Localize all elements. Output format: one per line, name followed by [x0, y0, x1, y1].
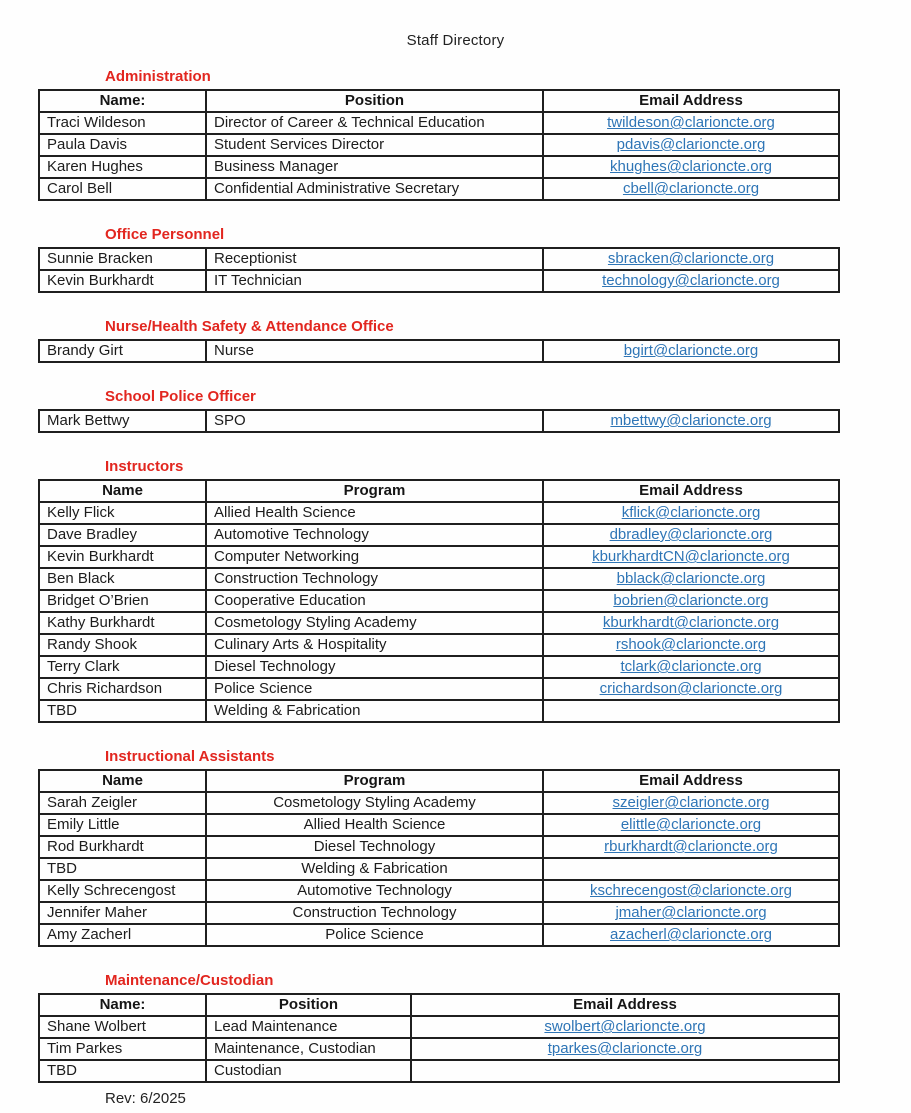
name-cell: TBD: [39, 700, 206, 722]
email-link[interactable]: kburkhardtCN@clarioncte.org: [592, 548, 790, 565]
table-row: [39, 924, 839, 946]
instructors-table: [38, 479, 840, 723]
email-link[interactable]: mbettwy@clarioncte.org: [610, 412, 772, 429]
section-office-personnel: [38, 227, 911, 293]
email-link[interactable]: tclark@clarioncte.org: [620, 658, 762, 675]
table-row: [39, 656, 839, 678]
position-cell: Allied Health Science: [206, 502, 543, 524]
section-nurse-health-safety: [38, 319, 911, 363]
email-link[interactable]: jmaher@clarioncte.org: [615, 904, 767, 921]
name-cell: Amy Zacherl: [39, 924, 206, 946]
table-row: [39, 1016, 839, 1038]
email-link[interactable]: swolbert@clarioncte.org: [544, 1018, 706, 1035]
name-cell: Kelly Schrecengost: [39, 880, 206, 902]
name-cell: Kevin Burkhardt: [39, 270, 206, 292]
position-cell: Maintenance, Custodian: [206, 1038, 411, 1060]
position-cell: Confidential Administrative Secretary: [206, 178, 543, 200]
table-row: [39, 248, 839, 270]
section-heading: Instructors: [105, 458, 184, 475]
maintenance-custodian-table: [38, 993, 840, 1083]
position-cell: Receptionist: [206, 248, 543, 270]
email-cell: [543, 612, 839, 634]
table-row: [39, 634, 839, 656]
email-cell: [543, 880, 839, 902]
table-row: [39, 858, 839, 880]
position-cell: Welding & Fabrication: [206, 858, 543, 880]
page-title: Staff Directory: [406, 32, 505, 49]
section-heading: Administration: [105, 68, 211, 85]
email-link[interactable]: crichardson@clarioncte.org: [599, 680, 783, 697]
email-link[interactable]: szeigler@clarioncte.org: [612, 794, 770, 811]
email-column-header: Email Address: [543, 90, 839, 112]
name-cell: Dave Bradley: [39, 524, 206, 546]
position-cell: Police Science: [206, 678, 543, 700]
name-cell: Mark Bettwy: [39, 410, 206, 432]
email-cell: [543, 156, 839, 178]
position-cell: Cosmetology Styling Academy: [206, 792, 543, 814]
email-column-header: Email Address: [543, 770, 839, 792]
email-cell: [543, 678, 839, 700]
table-row: [39, 1038, 839, 1060]
table-header-row: [39, 994, 839, 1016]
position-column-header: Program: [206, 770, 543, 792]
name-cell: Sunnie Bracken: [39, 248, 206, 270]
email-cell: [543, 410, 839, 432]
name-column-header: Name: [39, 480, 206, 502]
email-link[interactable]: azacherl@clarioncte.org: [610, 926, 772, 943]
table-row: [39, 590, 839, 612]
email-cell: [543, 858, 839, 880]
email-cell: [543, 524, 839, 546]
position-cell: Computer Networking: [206, 546, 543, 568]
position-cell: Custodian: [206, 1060, 411, 1082]
section-heading: School Police Officer: [105, 388, 256, 405]
section-heading: Office Personnel: [105, 226, 225, 243]
position-cell: Diesel Technology: [206, 836, 543, 858]
table-row: [39, 1060, 839, 1082]
table-header-row: [39, 90, 839, 112]
email-cell: [543, 590, 839, 612]
position-cell: Business Manager: [206, 156, 543, 178]
name-cell: Paula Davis: [39, 134, 206, 156]
email-cell: [411, 1038, 839, 1060]
email-link[interactable]: pdavis@clarioncte.org: [616, 136, 766, 153]
position-cell: Police Science: [206, 924, 543, 946]
table-row: [39, 678, 839, 700]
table-row: [39, 112, 839, 134]
email-cell: [411, 1016, 839, 1038]
position-cell: Construction Technology: [206, 902, 543, 924]
email-cell: [411, 1060, 839, 1082]
name-cell: Kathy Burkhardt: [39, 612, 206, 634]
email-link[interactable]: rshook@clarioncte.org: [615, 636, 767, 653]
name-column-header: Name:: [39, 994, 206, 1016]
email-cell: [543, 112, 839, 134]
email-cell: [543, 178, 839, 200]
email-link[interactable]: rburkhardt@clarioncte.org: [604, 838, 778, 855]
email-link[interactable]: kschrecengost@clarioncte.org: [590, 882, 792, 899]
table-row: [39, 502, 839, 524]
administration-table: [38, 89, 840, 201]
name-column-header: Name: [39, 770, 206, 792]
section-school-police-officer: [38, 389, 911, 433]
table-row: [39, 134, 839, 156]
email-cell: [543, 792, 839, 814]
position-cell: Construction Technology: [206, 568, 543, 590]
position-cell: Automotive Technology: [206, 880, 543, 902]
email-cell: [543, 656, 839, 678]
email-cell: [543, 924, 839, 946]
position-cell: Nurse: [206, 340, 543, 362]
email-link[interactable]: cbell@clarioncte.org: [622, 180, 760, 197]
table-row: [39, 178, 839, 200]
section-instructors: [38, 459, 911, 723]
name-cell: TBD: [39, 1060, 206, 1082]
name-column-header: Name:: [39, 90, 206, 112]
email-cell: [543, 700, 839, 722]
table-row: [39, 410, 839, 432]
email-cell: [543, 634, 839, 656]
position-cell: Culinary Arts & Hospitality: [206, 634, 543, 656]
table-row: [39, 700, 839, 722]
email-cell: [543, 248, 839, 270]
table-row: [39, 792, 839, 814]
nurse-health-safety-table: [38, 339, 840, 363]
position-cell: Cosmetology Styling Academy: [206, 612, 543, 634]
name-cell: Randy Shook: [39, 634, 206, 656]
email-cell: [543, 568, 839, 590]
revision-note: Rev: 6/2025: [105, 1090, 186, 1107]
email-link[interactable]: sbracken@clarioncte.org: [607, 250, 775, 267]
school-police-officer-table: [38, 409, 840, 433]
email-cell: [543, 340, 839, 362]
email-column-header: Email Address: [411, 994, 839, 1016]
email-link[interactable]: bgirt@clarioncte.org: [623, 342, 759, 359]
email-link[interactable]: tparkes@clarioncte.org: [547, 1040, 703, 1057]
sections-container: [0, 69, 911, 1083]
section-maintenance-custodian: [38, 973, 911, 1083]
name-cell: Bridget O’Brien: [39, 590, 206, 612]
email-cell: [543, 836, 839, 858]
table-row: [39, 814, 839, 836]
name-cell: Sarah Zeigler: [39, 792, 206, 814]
name-cell: Brandy Girt: [39, 340, 206, 362]
email-cell: [543, 902, 839, 924]
name-cell: Traci Wildeson: [39, 112, 206, 134]
position-cell: Student Services Director: [206, 134, 543, 156]
email-column-header: Email Address: [543, 480, 839, 502]
table-row: [39, 880, 839, 902]
position-column-header: Position: [206, 90, 543, 112]
table-row: [39, 340, 839, 362]
section-heading: Maintenance/Custodian: [105, 972, 274, 989]
position-column-header: Position: [206, 994, 411, 1016]
table-row: [39, 270, 839, 292]
email-cell: [543, 546, 839, 568]
instructional-assistants-table: [38, 769, 840, 947]
email-link[interactable]: kflick@clarioncte.org: [621, 504, 761, 521]
email-link[interactable]: bblack@clarioncte.org: [616, 570, 766, 587]
name-cell: Kevin Burkhardt: [39, 546, 206, 568]
email-cell: [543, 502, 839, 524]
position-cell: Lead Maintenance: [206, 1016, 411, 1038]
position-cell: Director of Career & Technical Education: [206, 112, 543, 134]
position-column-header: Program: [206, 480, 543, 502]
table-header-row: [39, 480, 839, 502]
name-cell: Rod Burkhardt: [39, 836, 206, 858]
email-link[interactable]: bobrien@clarioncte.org: [613, 592, 769, 609]
email-cell: [543, 270, 839, 292]
name-cell: Ben Black: [39, 568, 206, 590]
email-cell: [543, 814, 839, 836]
table-row: [39, 546, 839, 568]
section-heading: Nurse/Health Safety & Attendance Office: [105, 318, 394, 335]
email-link[interactable]: dbradley@clarioncte.org: [609, 526, 773, 543]
table-row: [39, 568, 839, 590]
name-cell: Carol Bell: [39, 178, 206, 200]
position-cell: SPO: [206, 410, 543, 432]
name-cell: Tim Parkes: [39, 1038, 206, 1060]
name-cell: Emily Little: [39, 814, 206, 836]
position-cell: Welding & Fabrication: [206, 700, 543, 722]
name-cell: Jennifer Maher: [39, 902, 206, 924]
position-cell: Allied Health Science: [206, 814, 543, 836]
name-cell: Kelly Flick: [39, 502, 206, 524]
table-row: [39, 612, 839, 634]
position-cell: IT Technician: [206, 270, 543, 292]
email-link[interactable]: technology@clarioncte.org: [602, 272, 780, 289]
email-cell: [543, 134, 839, 156]
table-row: [39, 836, 839, 858]
email-link[interactable]: kburkhardt@clarioncte.org: [602, 614, 780, 631]
section-instructional-assistants: [38, 749, 911, 947]
position-cell: Automotive Technology: [206, 524, 543, 546]
section-administration: [38, 69, 911, 201]
position-cell: Diesel Technology: [206, 656, 543, 678]
name-cell: Terry Clark: [39, 656, 206, 678]
name-cell: Karen Hughes: [39, 156, 206, 178]
section-heading: Instructional Assistants: [105, 748, 275, 765]
email-link[interactable]: twildeson@clarioncte.org: [607, 114, 775, 131]
table-row: [39, 156, 839, 178]
name-cell: TBD: [39, 858, 206, 880]
name-cell: Chris Richardson: [39, 678, 206, 700]
position-cell: Cooperative Education: [206, 590, 543, 612]
office-personnel-table: [38, 247, 840, 293]
name-cell: Shane Wolbert: [39, 1016, 206, 1038]
table-header-row: [39, 770, 839, 792]
table-row: [39, 524, 839, 546]
table-row: [39, 902, 839, 924]
email-link[interactable]: khughes@clarioncte.org: [610, 158, 772, 175]
email-link[interactable]: elittle@clarioncte.org: [620, 816, 762, 833]
